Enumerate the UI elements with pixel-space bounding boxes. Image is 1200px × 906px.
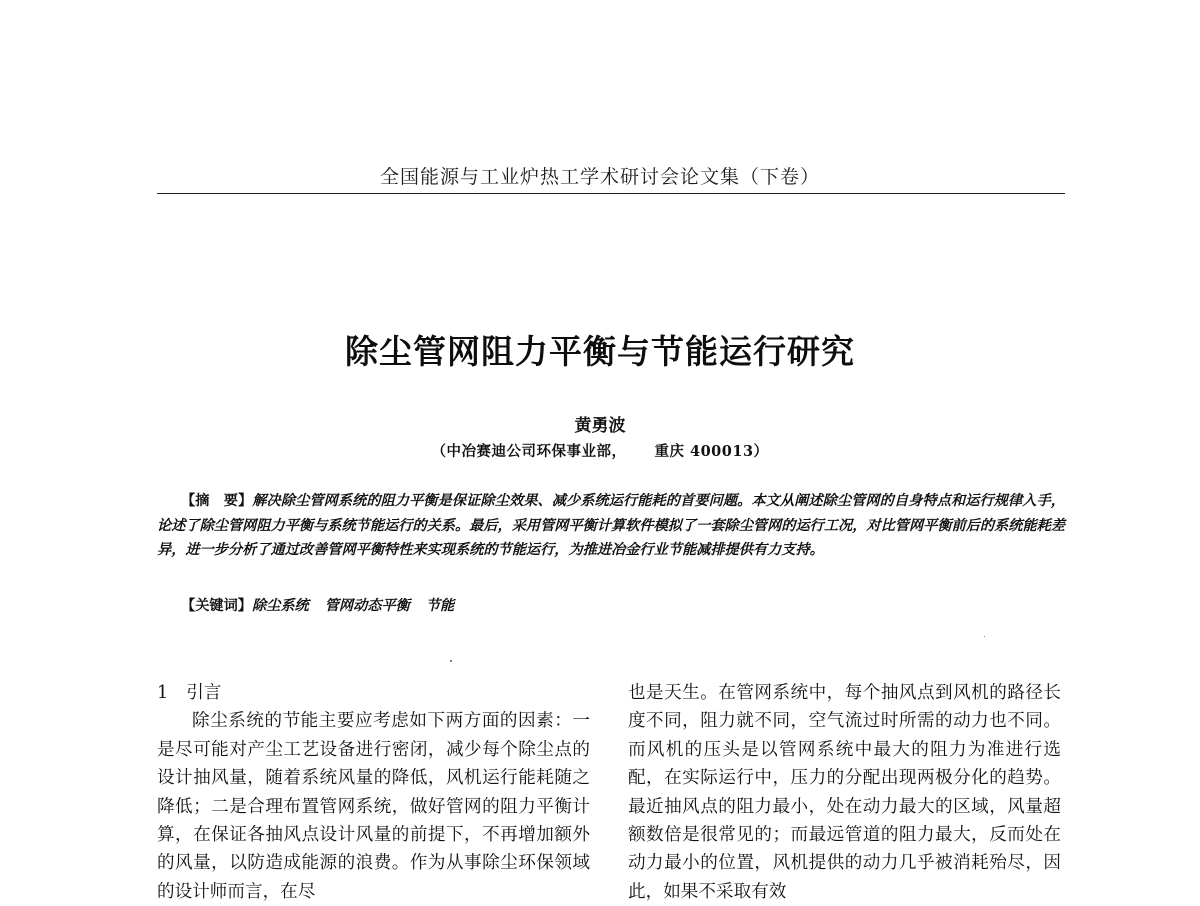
scan-speck	[984, 636, 985, 637]
body-paragraph: 除尘系统的节能主要应考虑如下两方面的因素：一是尽可能对产尘工艺设备进行密闭，减少每个除尘点的设计抽风量，随着系统风量的降低，风机运行能耗随之降低；二是合理布置管网系统，做好管网的阻力平衡计算，在保证各抽风点设计风量的前提下，不再增加额外的风量，以防造成能源的浪费。作为从事除尘环保领域的设计师而言，在尽	[157, 711, 590, 902]
keywords-label: 【关键词】	[181, 598, 252, 614]
body-column-right	[628, 679, 1061, 906]
body-paragraph: 也是天生。在管网系统中，每个抽风点到风机的路径长度不同，阻力就不同，空气流过时所需的动力也不同。而风机的压头是以管网系统中最大的阻力为准进行选配，在实际运行中，压力的分配出现两极分化的趋势。最近抽风点的阻力最小，处在动力最大的区域，风量超额数倍是很常见的；而最远管道的阻力最大，反而处在动力最小的位置，风机提供的动力几乎被消耗殆尽，因此，如果不采取有效	[628, 683, 1061, 902]
author-affiliation	[0, 440, 1200, 461]
author-name: 黄勇波	[574, 416, 626, 436]
body-column-left	[157, 679, 590, 906]
section-heading	[157, 679, 590, 707]
running-header: 全国能源与工业炉热工学术研讨会论文集（下卷）	[379, 166, 820, 188]
abstract-text: 解决除尘管网系统的阻力平衡是保证除尘效果、减少系统运行能耗的首要问题。本文从阐述除尘管网的自身特点和运行规律入手，论述了除尘管网阻力平衡与系统节能运行的关系。最后，采用管网平衡计算软件模拟了一套除尘管网的运行工况，对比管网平衡前后的系统能耗差异，进一步分析了通过改善管网平衡特性来实现系统的节能运行，为推进冶金行业节能减排提供有力支持。	[157, 493, 1066, 559]
section-number: 1	[157, 683, 169, 703]
abstract	[157, 489, 1065, 563]
paper-title: 除尘管网阻力平衡与节能运行研究	[345, 332, 855, 371]
keyword-item: 节能	[425, 598, 455, 614]
section-title: 引言	[186, 683, 222, 703]
keywords	[157, 595, 1065, 615]
scan-speck	[450, 660, 452, 662]
affiliation-location: 重庆 400013）	[654, 443, 769, 460]
abstract-label: 【摘 要】	[181, 493, 253, 509]
keyword-item: 管网动态平衡	[324, 598, 410, 614]
header-rule	[157, 193, 1065, 194]
keyword-item: 除尘系统	[251, 598, 309, 614]
affiliation-org: （中冶赛迪公司环保事业部，	[431, 443, 627, 460]
